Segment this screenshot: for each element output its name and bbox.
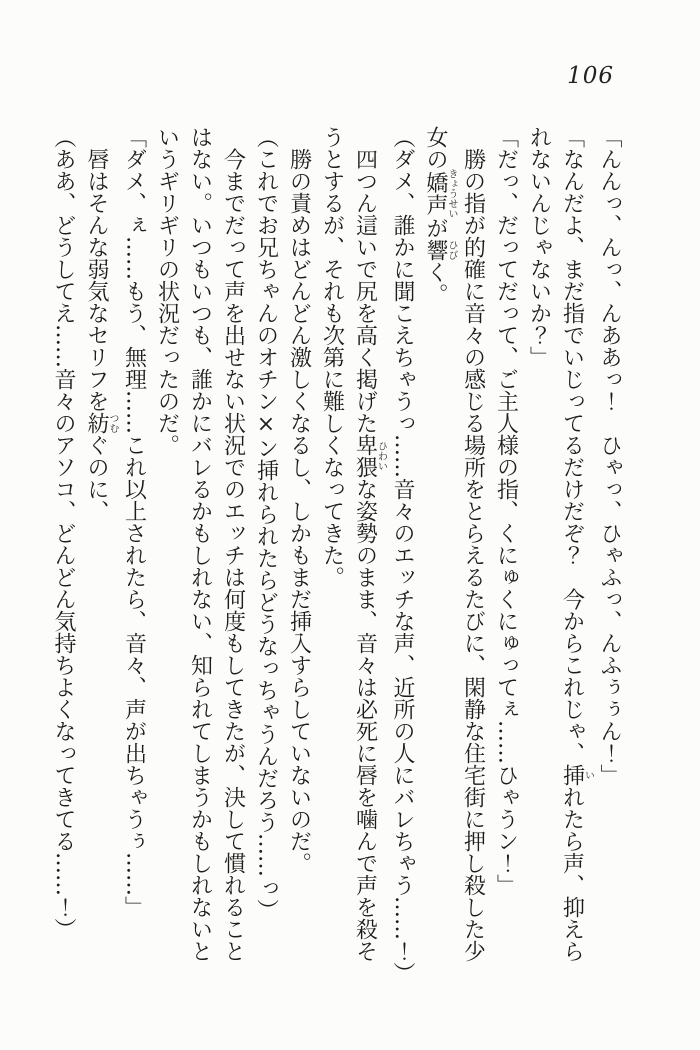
ruby-annotated-word: 嬌声きょうせい — [423, 168, 457, 219]
furigana: つむ — [107, 412, 118, 434]
text-run: 勝の責めはどんどん激しくなるし、しかもまだ挿入すらしていないのだ。 — [286, 126, 312, 874]
text-run: 唇はそんな弱気なセリフを — [84, 126, 109, 412]
furigana: ひわい — [375, 434, 387, 478]
text-column — [490, 126, 523, 1004]
furigana: きょうせい — [446, 168, 457, 219]
ruby-annotated-word: 挿い — [559, 764, 594, 786]
text-run: 「んんっ、んっ、んああっ！ ひゃっ、ひゃふっ、んふぅぅん！」 — [597, 126, 622, 786]
text-run: 「なんだよ、まだ指でいじってるだけだぞ？ 今からこれじゃ、 — [559, 126, 585, 764]
text-run: 「だっ、だってだって、ご主人様の指、くにゅくにゅってぇ……ひゃうン！」 — [493, 126, 519, 896]
text-run: れないんじゃないか？」 — [526, 126, 552, 368]
ruby-annotated-word: 響ひび — [423, 239, 457, 261]
text-column — [386, 126, 419, 1004]
text-column — [593, 126, 626, 1004]
text-run: 四つん這いで尻を高く掲げた — [352, 126, 378, 434]
text-column — [184, 126, 217, 1004]
text-column — [556, 126, 594, 1004]
furigana: ひび — [446, 239, 457, 261]
text-run: 「ダメ、ぇ……もう、無理……これ以上されたら、音々、声が出ちゃうぅ……」 — [121, 126, 147, 918]
text-run: が — [423, 217, 448, 239]
text-column — [250, 126, 283, 1004]
text-column — [457, 126, 490, 1004]
text-column — [47, 126, 80, 1004]
text-run: ぐのに、 — [84, 434, 109, 522]
text-run: 今までだって声を出せない状況でのエッチは何度もしてきたが、決して慣れること — [220, 126, 246, 962]
ruby-annotated-word: 紡つむ — [84, 412, 118, 434]
text-column — [523, 126, 556, 1004]
text-run: （ああ、どうしてえ……音々のアソコ、どんどん気持ちよくなってきてる……！） — [51, 126, 76, 940]
text-run: （これでお兄ちゃんのオチン×ン挿れられたらどうなっちゃうんだろう……っ） — [253, 126, 279, 921]
text-column — [118, 126, 151, 1004]
text-column — [419, 126, 457, 1004]
text-column — [80, 126, 118, 1004]
text-run: はない。いつもいつも、誰かにバレるかもしれない、知られてしまうかもしれないと — [187, 126, 213, 962]
ruby-annotated-word: 卑猥ひわい — [352, 434, 387, 478]
text-column — [349, 126, 387, 1004]
text-run: 勝の指が的確に音々の感じる場所をとらえるたびに、閑静な住宅街に押し殺した少 — [460, 126, 486, 962]
text-column — [316, 126, 349, 1004]
text-run: いうギリギリの状況だったのだ。 — [154, 126, 180, 456]
text-run: く。 — [423, 261, 448, 305]
furigana: い — [582, 764, 594, 786]
text-run: 女の — [423, 126, 448, 170]
vertical-text-block — [47, 126, 626, 1004]
page-number: 106 — [567, 63, 614, 89]
text-run: （ダメ、誰かに聞こえちゃうっ……音々のエッチな声、近所の人にバレちゃう……！） — [390, 126, 415, 984]
text-run: れたら声、抑えら — [559, 786, 585, 962]
text-column — [283, 126, 316, 1004]
text-run: うとするが、それも次第に難しくなってきた。 — [319, 126, 345, 588]
text-run: な姿勢のまま、音々は必死に唇を噛んで声を殺そ — [352, 478, 378, 962]
text-column — [217, 126, 250, 1004]
text-column — [151, 126, 184, 1004]
